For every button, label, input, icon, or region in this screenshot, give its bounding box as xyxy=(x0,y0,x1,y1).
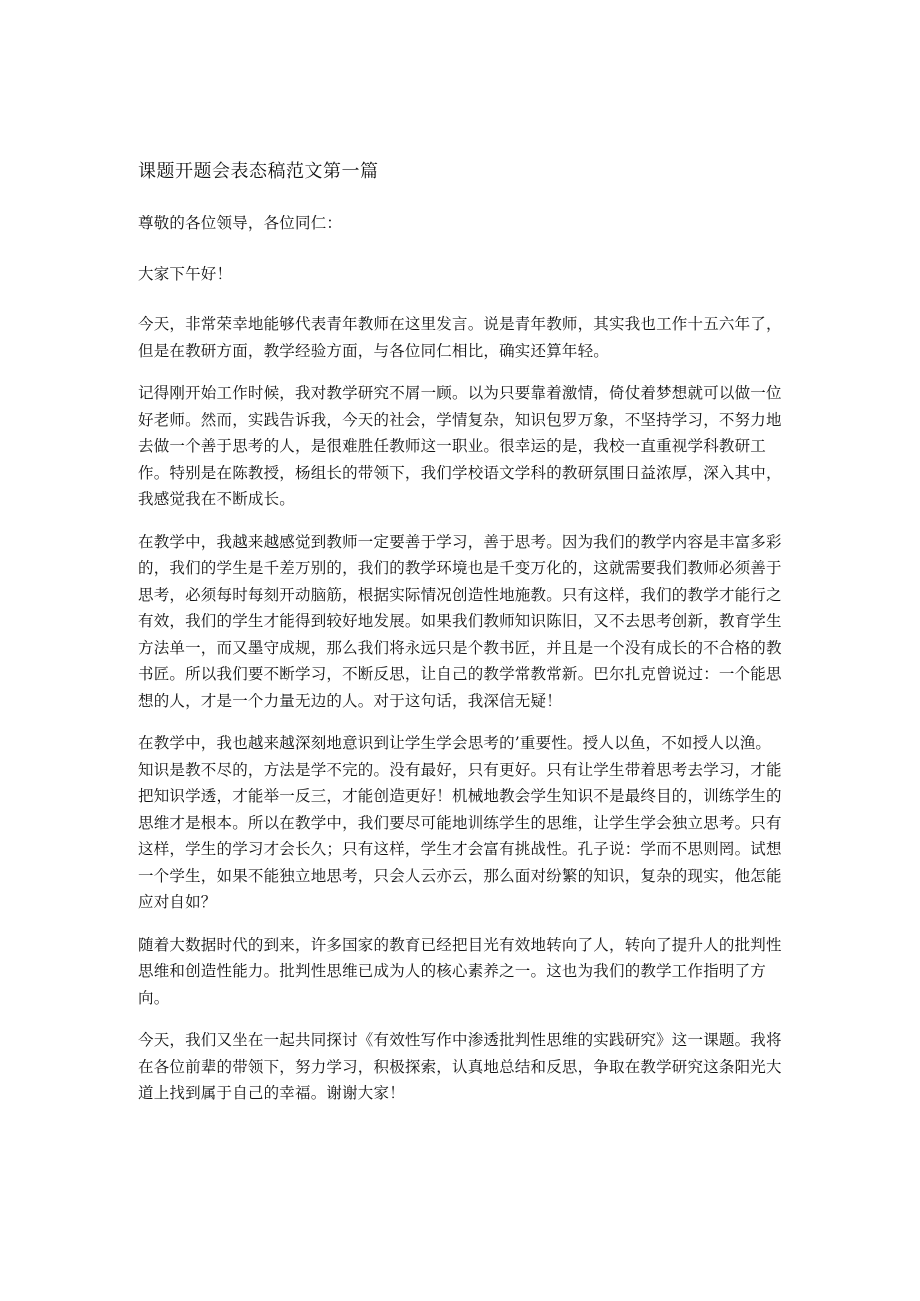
paragraph: 记得刚开始工作时候，我对教学研究不屑一顾。以为只要靠着激情，倚仗着梦想就可以做一位好老师。然而，实践告诉我，今天的社会，学情复杂，知识包罗万象，不坚持学习，不努力地去做一个善于思考的人，是很难胜任教师这一职业。很幸运的是，我校一直重视学科教研工作。特别是在陈教授，杨组长的带领下，我们学校语文学科的教研氛围日益浓厚，深入其中，我感觉我在不断成长。 xyxy=(138,384,782,508)
paragraph: 今天，非常荣幸地能够代表青年教师在这里发言。说是青年教师，其实我也工作十五六年了，但是在教研方面，教学经验方面，与各位同仁相比，确实还算年轻。 xyxy=(138,315,782,360)
paragraph: 在教学中，我越来越感觉到教师一定要善于学习，善于思考。因为我们的教学内容是丰富多彩的，我们的学生是千差万别的，我们的教学环境也是千变万化的，这就需要我们教师必须善于思考，必须每时每刻开动脑筋，根据实际情况创造性地施教。只有这样，我们的教学才能行之有效，我们的学生才能得到较好地发展。如果我们教师知识陈旧，又不去思考创新，教育学生方法单一，而又墨守成规，那么我们将永远只是个教书匠，并且是一个没有成长的不合格的教书匠。所以我们要不断学习，不断反思，让自己的教学常教常新。巴尔扎克曾说过：一个能思想的人，才是一个力量无边的人。对于这句话，我深信无疑！ xyxy=(138,532,782,710)
paragraph: 随着大数据时代的到来，许多国家的教育已经把目光有效地转向了人，转向了提升人的批判性思维和创造性能力。批判性思维已成为人的核心素养之一。这也为我们的教学工作指明了方向。 xyxy=(138,935,782,1007)
paragraph: 在教学中，我也越来越深刻地意识到让学生学会思考的’重要性。授人以鱼，不如授人以渔。知识是教不尽的，方法是学不完的。没有最好，只有更好。只有让学生带着思考去学习，才能把知识学透，才能举一反三，才能创造更好！机械地教会学生知识不是最终目的，训练学生的思维才是根本。所以在教学中，我们要尽可能地训练学生的思维，让学生学会独立思考。只有这样，学生的学习才会长久；只有这样，学生才会富有挑战性。孔子说：学而不思则罔。试想一个学生，如果不能独立地思考，只会人云亦云，那么面对纷繁的知识，复杂的现实，他怎能应对自如？ xyxy=(138,734,782,911)
document-body xyxy=(138,156,786,1123)
paragraph: 今天，我们又坐在一起共同探讨《有效性写作中渗透批判性思维的实践研究》这一课题。我将在各位前辈的带领下，努力学习，积极探索，认真地总结和反思，争取在教学研究这条阳光大道上找到属于自己的幸福。谢谢大家！ xyxy=(138,1031,782,1102)
document-title: 课题开题会表态稿范文第一篇 xyxy=(138,161,379,182)
salutation: 尊敬的各位领导，各位同仁： xyxy=(138,214,343,232)
greeting: 大家下午好！ xyxy=(138,264,233,283)
